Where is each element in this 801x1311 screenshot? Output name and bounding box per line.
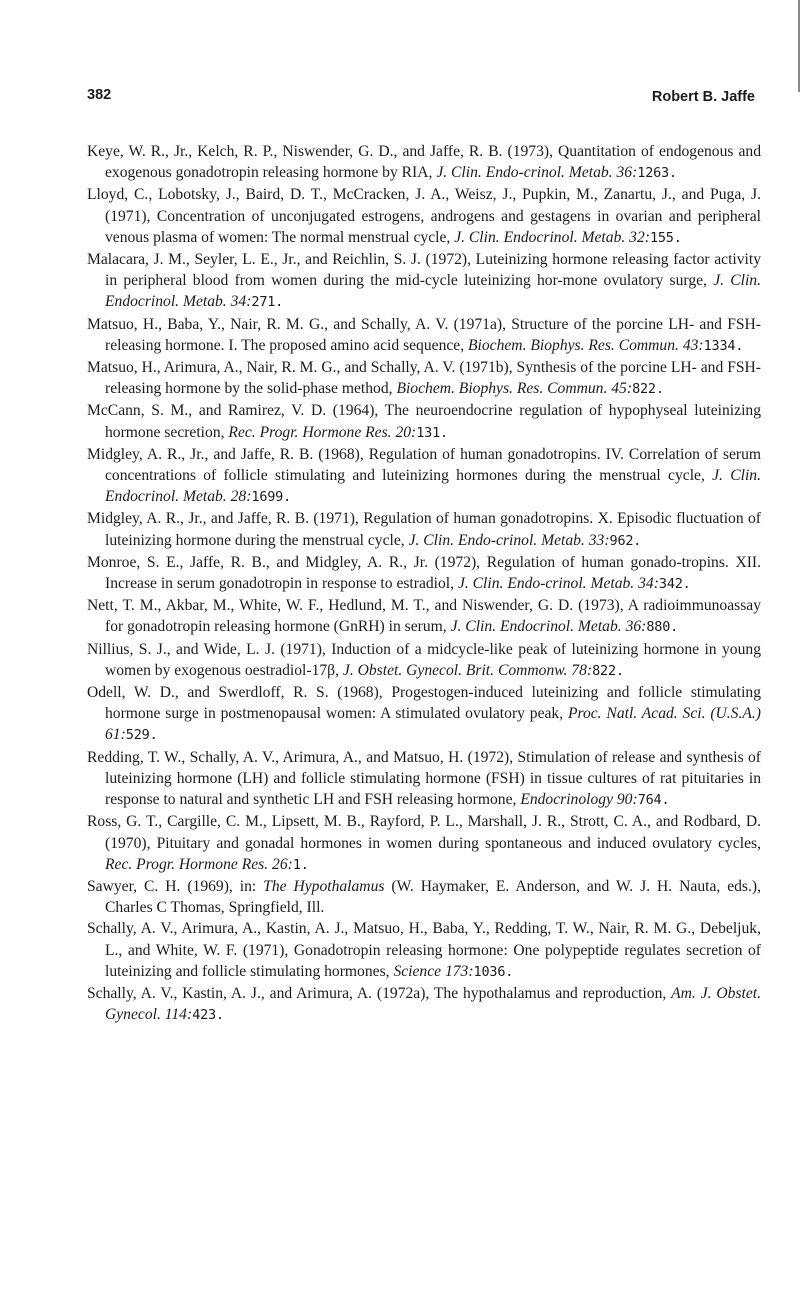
reference-citation: J. Clin. Endocrinol. Metab. 34:	[105, 272, 762, 311]
page-header	[87, 87, 755, 111]
reference-text: Nett, T. M., Akbar, M., White, W. F., Hedlund, M. T., and Niswender, G. D. (1973), A radioimmunoassay for gonadotropin releasing hormone (GnRH) in serum,	[87, 597, 761, 636]
reference-citation: Endocrinology 90:	[520, 791, 638, 809]
reference-text: Matsuo, H., Baba, Y., Nair, R. M. G., and Schally, A. V. (1971a), Structure of the porcine LH- and FSH-releasing hormone. I. The proposed amino acid sequence,	[87, 315, 761, 354]
reference-pages: (W. Haymaker, E. Anderson, and W. J. H. Nauta, eds.), Charles C Thomas, Springfield, Ill.	[105, 877, 761, 917]
reference-text: McCann, S. M., and Ramirez, V. D. (1964), The neuroendocrine regulation of hypophyseal luteinizing hormone secretion,	[87, 402, 761, 441]
reference-citation: J. Clin. Endo-crinol. Metab. 34:	[457, 575, 659, 593]
reference-entry	[87, 400, 761, 443]
reference-entry	[87, 682, 761, 747]
reference-citation: Biochem. Biophys. Res. Commun. 45:	[396, 380, 633, 398]
reference-text: Redding, T. W., Schally, A. V., Arimura, A., and Matsuo, H. (1972), Stimulation of release and synthesis of luteinizing hormone (LH) and follicle stimulating hormone (FSH) in tissue cultures of rat pituitaries in response to natural and synthetic LH and FSH releasing hormone,	[87, 748, 761, 809]
reference-citation: Proc. Natl. Acad. Sci. (U.S.A.) 61:	[105, 705, 761, 744]
reference-entry	[87, 314, 761, 357]
reference-citation: J. Clin. Endocrinol. Metab. 32:	[454, 228, 650, 246]
reference-text: Sawyer, C. H. (1969), in:	[87, 877, 264, 895]
reference-entry	[87, 184, 761, 249]
reference-pages: 962.	[609, 532, 642, 549]
reference-entry	[87, 357, 761, 400]
reference-text: Matsuo, H., Arimura, A., Nair, R. M. G., and Schally, A. V. (1971b), Synthesis of the porcine LH- and FSH-releasing hormone by the solid-phase method,	[87, 359, 761, 398]
reference-citation: J. Clin. Endocrinol. Metab. 36:	[450, 618, 647, 636]
reference-pages: 155.	[649, 229, 682, 246]
reference-text: Lloyd, C., Lobotsky, J., Baird, D. T., McCracken, J. A., Weisz, J., Pupkin, M., Zanartu, J., and Puga, J. (1971), Concentration of unconjugated estrogens, androgens and gestagens in ovarian and peripheral venous plasma of women: The normal menstrual cycle,	[87, 186, 761, 246]
reference-entry	[87, 141, 761, 184]
reference-entry	[87, 552, 761, 595]
reference-citation: J. Clin. Endocrinol. Metab. 28:	[105, 467, 762, 506]
reference-entry	[87, 983, 761, 1026]
reference-pages: 342.	[658, 576, 691, 593]
running-head: Robert B. Jaffe	[651, 89, 755, 105]
reference-pages: 764.	[637, 792, 670, 809]
reference-pages: 822.	[592, 662, 624, 679]
reference-entry	[87, 918, 761, 983]
reference-pages: 423.	[192, 1007, 224, 1024]
reference-text: Midgley, A. R., Jr., and Jaffe, R. B. (1968), Regulation of human gonadotropins. IV. Correlation of serum concentrations of follicle stimulating and luteinizing hormones during the menstrual cycle,	[87, 445, 761, 485]
reference-citation: J. Clin. Endo-crinol. Metab. 33:	[408, 531, 610, 549]
page-number: 382	[87, 87, 112, 103]
reference-text: Odell, W. D., and Swerdloff, R. S. (1968), Progestogen-induced luteinizing and follicle stimulating hormone surge in postmenopausal women: A stimulated ovulatory peak,	[87, 684, 761, 723]
reference-text: Keye, W. R., Jr., Kelch, R. P., Niswender, G. D., and Jaffe, R. B. (1973), Quantitation of endogenous and exogenous gonadotropin releasing hormone by RIA,	[87, 143, 761, 182]
reference-citation: Rec. Progr. Hormone Res. 20:	[228, 423, 417, 441]
reference-pages: 1036.	[473, 963, 514, 980]
reference-entry	[87, 876, 761, 918]
reference-entry	[87, 508, 761, 551]
reference-citation: Am. J. Obstet. Gynecol. 114:	[105, 984, 761, 1024]
reference-entry	[87, 639, 761, 682]
reference-pages: 271.	[251, 294, 284, 311]
reference-list	[87, 141, 761, 1026]
reference-pages: 822.	[632, 381, 664, 398]
reference-citation: J. Clin. Endo-crinol. Metab. 36:	[436, 164, 638, 182]
reference-pages: 880.	[646, 619, 679, 636]
reference-pages: 1699.	[251, 489, 292, 506]
reference-pages: 529.	[125, 727, 158, 744]
reference-citation: Rec. Progr. Hormone Res. 26:	[105, 855, 293, 873]
reference-entry	[87, 444, 761, 509]
reference-text: Monroe, S. E., Jaffe, R. B., and Midgley, A. R., Jr. (1972), Regulation of human gonado-tropins. XII. Increase in serum gonadotropin in response to estradiol,	[87, 553, 761, 593]
reference-citation: Science 173:	[393, 962, 474, 980]
reference-citation: The Hypothalamus	[263, 877, 385, 895]
reference-text: Nillius, S. J., and Wide, L. J. (1971), Induction of a midcycle-like peak of luteinizing hormone in young women by exogenous oestradiol-17β,	[87, 640, 761, 679]
reference-pages: 1.	[292, 856, 309, 873]
reference-pages: 1263.	[637, 165, 677, 182]
reference-entry	[87, 595, 761, 638]
reference-entry	[87, 811, 761, 876]
reference-text: Schally, A. V., Kastin, A. J., and Arimura, A. (1972a), The hypothalamus and reproduction,	[87, 984, 672, 1002]
reference-text: Schally, A. V., Arimura, A., Kastin, A. J., Matsuo, H., Baba, Y., Redding, T. W., Nair, R. M. G., Debeljuk, L., and White, W. F. (1971), Gonadotropin releasing hormone: One polypeptide regulates secretion of luteinizing and follicle stimulating hormones,	[87, 920, 761, 980]
reference-entry	[87, 747, 761, 812]
reference-text: Malacara, J. M., Seyler, L. E., Jr., and Reichlin, S. J. (1972), Luteinizing hormone releasing factor activity in peripheral blood from women during the mid-cycle luteinizing hor-mone ovulatory surge,	[87, 251, 761, 290]
reference-text: Midgley, A. R., Jr., and Jaffe, R. B. (1971), Regulation of human gonadotropins. X. Episodic fluctuation of luteinizing hormone during the menstrual cycle,	[87, 510, 761, 549]
reference-citation: J. Obstet. Gynecol. Brit. Commonw. 78:	[342, 661, 593, 679]
reference-pages: 1334.	[703, 337, 744, 354]
reference-pages: 131.	[416, 424, 448, 441]
reference-citation: Biochem. Biophys. Res. Commun. 43:	[468, 336, 704, 354]
page-edge-line	[798, 0, 800, 92]
reference-entry	[87, 249, 761, 314]
reference-text: Ross, G. T., Cargille, C. M., Lipsett, M. B., Rayford, P. L., Marshall, J. R., Strott, C. A., and Rodbard, D. (1970), Pituitary and gonadal hormones in women during spontaneous and induced ovulatory cycles,	[87, 813, 761, 852]
